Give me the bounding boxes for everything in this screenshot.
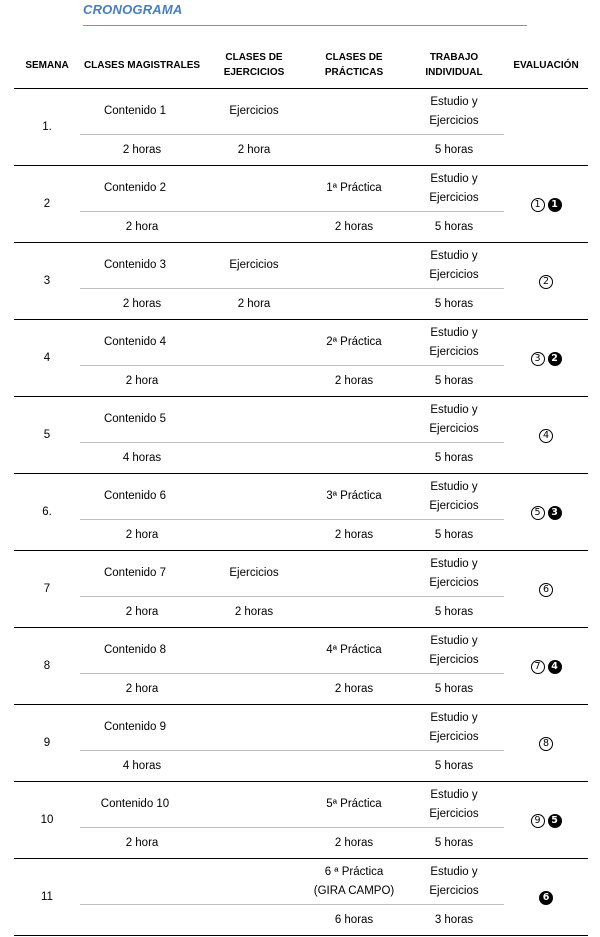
lecture-hours: 2 hora [80, 212, 204, 243]
practice-line: 5ª Práctica [326, 798, 382, 810]
practice-hours: 2 horas [304, 828, 404, 859]
evaluation-markers [531, 198, 562, 212]
work-line: Estudio y [430, 95, 478, 108]
lecture-content: Contenido 5 [80, 397, 204, 443]
col-header-trabajo [404, 42, 504, 89]
exercise-class: Ejercicios [204, 551, 304, 597]
evaluation-markers [531, 660, 562, 674]
heading-underline [83, 25, 527, 26]
practice-class [304, 705, 404, 751]
col-header-evaluacion [504, 42, 588, 89]
practice-class [304, 89, 404, 135]
practice-class [304, 551, 404, 597]
col-header-line: PRÁCTICAS [324, 67, 384, 78]
evaluation-cell [504, 320, 588, 397]
exercise-hours [204, 443, 304, 474]
evaluation-filled-circle-icon: 3 [548, 506, 562, 520]
evaluation-open-circle-icon: 3 [531, 352, 545, 366]
individual-work [404, 397, 504, 443]
lecture-hours: 2 horas [80, 289, 204, 320]
practice-line: 6 ª Práctica [324, 865, 384, 878]
evaluation-markers [539, 737, 553, 751]
week-number: 6. [14, 474, 80, 551]
work-hours: 5 horas [404, 443, 504, 474]
lecture-hours: 2 hora [80, 674, 204, 705]
lecture-content: Contenido 3 [80, 243, 204, 289]
week-row-content [14, 474, 588, 520]
exercise-class [204, 782, 304, 828]
week-row-hours [14, 520, 588, 551]
work-hours: 5 horas [404, 289, 504, 320]
week-row-content [14, 166, 588, 212]
evaluation-cell [504, 551, 588, 628]
work-line: Ejercicios [429, 730, 479, 743]
evaluation-open-circle-icon: 5 [531, 506, 545, 520]
exercise-class [204, 705, 304, 751]
work-line: Ejercicios [429, 884, 479, 897]
exercise-class [204, 628, 304, 674]
practice-line: 4ª Práctica [326, 644, 382, 656]
work-hours: 5 horas [404, 366, 504, 397]
work-hours: 5 horas [404, 828, 504, 859]
week-row-hours [14, 751, 588, 782]
lecture-content: Contenido 6 [80, 474, 204, 520]
practice-hours: 2 horas [304, 674, 404, 705]
evaluation-cell [504, 397, 588, 474]
week-number: 10 [14, 782, 80, 859]
col-header-practicas [304, 42, 404, 89]
work-line: Estudio y [430, 172, 478, 185]
week-number: 2 [14, 166, 80, 243]
work-line: Estudio y [430, 249, 478, 262]
lecture-content: Contenido 7 [80, 551, 204, 597]
individual-work [404, 166, 504, 212]
col-header-line: CLASES MAGISTRALES [83, 59, 201, 71]
col-header-semana [14, 42, 80, 89]
evaluation-markers [539, 583, 553, 597]
evaluation-markers [539, 891, 553, 905]
work-line: Ejercicios [429, 268, 479, 281]
exercise-hours [204, 212, 304, 243]
evaluation-cell [504, 474, 588, 551]
exercise-hours: 2 hora [204, 289, 304, 320]
week-row-hours [14, 289, 588, 320]
col-header-line: EVALUACIÓN [513, 59, 579, 71]
evaluation-filled-circle-icon: 6 [539, 891, 553, 905]
week-row-hours [14, 135, 588, 166]
exercise-class [204, 397, 304, 443]
week-number: 4 [14, 320, 80, 397]
col-header-line: SEMANA [25, 59, 69, 71]
lecture-hours [80, 905, 204, 936]
work-line: Estudio y [430, 326, 478, 339]
evaluation-cell [504, 243, 588, 320]
evaluation-markers [539, 275, 553, 289]
lecture-content: Contenido 4 [80, 320, 204, 366]
evaluation-cell [504, 705, 588, 782]
week-number: 5 [14, 397, 80, 474]
individual-work [404, 551, 504, 597]
week-number: 8 [14, 628, 80, 705]
practice-hours [304, 443, 404, 474]
practice-class [304, 859, 404, 905]
week-number: 11 [14, 859, 80, 936]
evaluation-markers [539, 429, 553, 443]
week-number: 1. [14, 89, 80, 166]
exercise-hours [204, 905, 304, 936]
practice-hours: 2 horas [304, 212, 404, 243]
lecture-hours: 4 horas [80, 751, 204, 782]
evaluation-open-circle-icon: 7 [531, 660, 545, 674]
work-line: Ejercicios [429, 422, 479, 435]
exercise-hours [204, 366, 304, 397]
work-hours: 5 horas [404, 212, 504, 243]
exercise-hours: 2 horas [204, 597, 304, 628]
work-line: Estudio y [430, 711, 478, 724]
practice-hours: 2 horas [304, 366, 404, 397]
week-row-hours [14, 905, 588, 936]
individual-work [404, 474, 504, 520]
practice-hours [304, 289, 404, 320]
col-header-magistrales [80, 42, 204, 89]
week-row-hours [14, 443, 588, 474]
week-row-content [14, 243, 588, 289]
work-hours: 5 horas [404, 674, 504, 705]
individual-work [404, 782, 504, 828]
work-hours: 5 horas [404, 751, 504, 782]
work-line: Ejercicios [429, 576, 479, 589]
lecture-hours: 2 hora [80, 828, 204, 859]
evaluation-open-circle-icon: 6 [539, 583, 553, 597]
lecture-content: Contenido 1 [80, 89, 204, 135]
week-row-content [14, 320, 588, 366]
evaluation-cell [504, 859, 588, 936]
week-number: 9 [14, 705, 80, 782]
lecture-hours: 2 hora [80, 520, 204, 551]
week-row-content [14, 859, 588, 905]
exercise-hours [204, 674, 304, 705]
practice-line: 2ª Práctica [326, 336, 382, 348]
evaluation-markers [531, 506, 562, 520]
evaluation-filled-circle-icon: 1 [548, 198, 562, 212]
exercise-hours [204, 751, 304, 782]
exercise-class [204, 166, 304, 212]
schedule-table [14, 42, 588, 936]
practice-line: 3ª Práctica [326, 490, 382, 502]
lecture-hours: 2 horas [80, 135, 204, 166]
practice-line: (GIRA CAMPO) [313, 884, 395, 897]
col-header-ejercicios [204, 42, 304, 89]
individual-work [404, 705, 504, 751]
evaluation-open-circle-icon: 2 [539, 275, 553, 289]
week-row-content [14, 551, 588, 597]
exercise-class: Ejercicios [204, 243, 304, 289]
week-row-content [14, 89, 588, 135]
exercise-class [204, 474, 304, 520]
work-line: Estudio y [430, 403, 478, 416]
work-line: Estudio y [430, 557, 478, 570]
work-line: Estudio y [430, 634, 478, 647]
col-header-line: INDIVIDUAL [425, 67, 483, 78]
col-header-line: EJERCICIOS [223, 67, 285, 78]
week-number: 3 [14, 243, 80, 320]
col-header-line: TRABAJO [429, 52, 479, 63]
practice-class [304, 166, 404, 212]
practice-hours [304, 135, 404, 166]
exercise-hours [204, 828, 304, 859]
evaluation-open-circle-icon: 8 [539, 737, 553, 751]
evaluation-open-circle-icon: 9 [531, 814, 545, 828]
lecture-content: Contenido 2 [80, 166, 204, 212]
work-hours: 5 horas [404, 520, 504, 551]
week-row-content [14, 397, 588, 443]
individual-work [404, 243, 504, 289]
week-number: 7 [14, 551, 80, 628]
week-row-hours [14, 828, 588, 859]
evaluation-filled-circle-icon: 5 [548, 814, 562, 828]
individual-work [404, 859, 504, 905]
schedule-body [14, 89, 588, 936]
practice-class [304, 397, 404, 443]
work-line: Ejercicios [429, 499, 479, 512]
practice-line: 1ª Práctica [326, 182, 382, 194]
lecture-content: Contenido 8 [80, 628, 204, 674]
lecture-content: Contenido 10 [80, 782, 204, 828]
practice-class [304, 243, 404, 289]
exercise-class [204, 320, 304, 366]
practice-class [304, 628, 404, 674]
evaluation-cell [504, 89, 588, 166]
practice-hours [304, 751, 404, 782]
work-line: Estudio y [430, 480, 478, 493]
work-line: Ejercicios [429, 807, 479, 820]
evaluation-filled-circle-icon: 4 [548, 660, 562, 674]
lecture-hours: 2 hora [80, 597, 204, 628]
week-row-content [14, 705, 588, 751]
document-heading: CRONOGRAMA [83, 2, 183, 17]
work-line: Ejercicios [429, 345, 479, 358]
evaluation-open-circle-icon: 1 [531, 198, 545, 212]
practice-hours [304, 597, 404, 628]
work-hours: 5 horas [404, 597, 504, 628]
evaluation-cell [504, 782, 588, 859]
exercise-class: Ejercicios [204, 89, 304, 135]
week-row-hours [14, 597, 588, 628]
individual-work [404, 89, 504, 135]
exercise-class [204, 859, 304, 905]
evaluation-cell [504, 166, 588, 243]
week-row-hours [14, 212, 588, 243]
individual-work [404, 320, 504, 366]
lecture-hours: 4 horas [80, 443, 204, 474]
evaluation-markers [531, 814, 562, 828]
work-line: Estudio y [430, 788, 478, 801]
week-row-content [14, 628, 588, 674]
work-hours: 3 horas [404, 905, 504, 936]
lecture-hours: 2 hora [80, 366, 204, 397]
work-line: Ejercicios [429, 191, 479, 204]
work-hours: 5 horas [404, 135, 504, 166]
work-line: Ejercicios [429, 114, 479, 127]
week-row-hours [14, 366, 588, 397]
table-header-row [14, 42, 588, 89]
evaluation-open-circle-icon: 4 [539, 429, 553, 443]
evaluation-filled-circle-icon: 2 [548, 352, 562, 366]
evaluation-cell [504, 628, 588, 705]
lecture-content: Contenido 9 [80, 705, 204, 751]
week-row-hours [14, 674, 588, 705]
exercise-hours: 2 hora [204, 135, 304, 166]
work-line: Ejercicios [429, 653, 479, 666]
practice-class [304, 474, 404, 520]
lecture-content [80, 859, 204, 905]
practice-class [304, 782, 404, 828]
evaluation-markers [531, 352, 562, 366]
exercise-hours [204, 520, 304, 551]
col-header-line: CLASES DE [325, 52, 383, 63]
individual-work [404, 628, 504, 674]
practice-hours: 6 horas [304, 905, 404, 936]
week-row-content [14, 782, 588, 828]
col-header-line: CLASES DE [225, 52, 283, 63]
practice-class [304, 320, 404, 366]
practice-hours: 2 horas [304, 520, 404, 551]
work-line: Estudio y [430, 865, 478, 878]
